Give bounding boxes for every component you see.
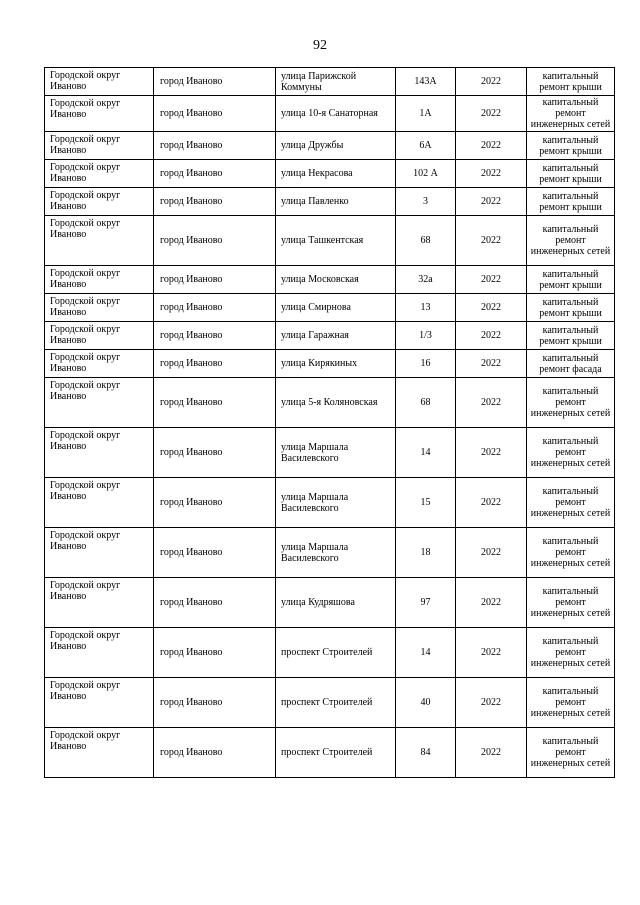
year-cell: 2022: [456, 68, 527, 96]
municipality-cell: Городской округ Иваново: [45, 216, 154, 266]
year-cell: 2022: [456, 266, 527, 294]
year-cell: 2022: [456, 478, 527, 528]
year-cell: 2022: [456, 160, 527, 188]
year-cell: 2022: [456, 628, 527, 678]
settlement-cell: город Иваново: [154, 96, 276, 132]
settlement-cell: город Иваново: [154, 294, 276, 322]
house-number-cell: 102 А: [396, 160, 456, 188]
table-row: [45, 322, 615, 350]
work-type-cell: капитальный ремонт крыши: [527, 322, 615, 350]
year-cell: 2022: [456, 350, 527, 378]
house-number-cell: 68: [396, 378, 456, 428]
settlement-cell: город Иваново: [154, 728, 276, 778]
work-type-cell: капитальный ремонт инженерных сетей: [527, 678, 615, 728]
street-cell: улица Павленко: [276, 188, 396, 216]
municipality-cell: Городской округ Иваново: [45, 322, 154, 350]
street-cell: улица Кирякиных: [276, 350, 396, 378]
street-cell: улица Маршала Василевского: [276, 528, 396, 578]
house-number-cell: 16: [396, 350, 456, 378]
municipality-cell: Городской округ Иваново: [45, 628, 154, 678]
table-row: [45, 132, 615, 160]
municipality-cell: Городской округ Иваново: [45, 160, 154, 188]
settlement-cell: город Иваново: [154, 266, 276, 294]
year-cell: 2022: [456, 96, 527, 132]
municipality-cell: Городской округ Иваново: [45, 294, 154, 322]
house-number-cell: 14: [396, 628, 456, 678]
year-cell: 2022: [456, 216, 527, 266]
house-number-cell: 18: [396, 528, 456, 578]
work-type-cell: капитальный ремонт инженерных сетей: [527, 378, 615, 428]
settlement-cell: город Иваново: [154, 160, 276, 188]
settlement-cell: город Иваново: [154, 216, 276, 266]
table-row: [45, 96, 615, 132]
street-cell: улица Ташкентская: [276, 216, 396, 266]
municipality-cell: Городской округ Иваново: [45, 188, 154, 216]
house-number-cell: 40: [396, 678, 456, 728]
table-row: [45, 728, 615, 778]
table-row: [45, 578, 615, 628]
house-number-cell: 3: [396, 188, 456, 216]
street-cell: улица Маршала Василевского: [276, 478, 396, 528]
house-number-cell: 143А: [396, 68, 456, 96]
settlement-cell: город Иваново: [154, 378, 276, 428]
settlement-cell: город Иваново: [154, 428, 276, 478]
street-cell: улица Дружбы: [276, 132, 396, 160]
year-cell: 2022: [456, 294, 527, 322]
house-number-cell: 14: [396, 428, 456, 478]
street-cell: улица 10-я Санаторная: [276, 96, 396, 132]
table-row: [45, 478, 615, 528]
work-type-cell: капитальный ремонт крыши: [527, 132, 615, 160]
street-cell: улица 5-я Коляновская: [276, 378, 396, 428]
year-cell: 2022: [456, 678, 527, 728]
municipality-cell: Городской округ Иваново: [45, 132, 154, 160]
repair-table: [44, 67, 615, 778]
work-type-cell: капитальный ремонт инженерных сетей: [527, 578, 615, 628]
work-type-cell: капитальный ремонт крыши: [527, 188, 615, 216]
street-cell: улица Московская: [276, 266, 396, 294]
table-row: [45, 628, 615, 678]
work-type-cell: капитальный ремонт крыши: [527, 160, 615, 188]
table-row: [45, 294, 615, 322]
year-cell: 2022: [456, 528, 527, 578]
work-type-cell: капитальный ремонт инженерных сетей: [527, 428, 615, 478]
street-cell: улица Гаражная: [276, 322, 396, 350]
table-row: [45, 216, 615, 266]
house-number-cell: 68: [396, 216, 456, 266]
municipality-cell: Городской округ Иваново: [45, 528, 154, 578]
house-number-cell: 1/3: [396, 322, 456, 350]
settlement-cell: город Иваново: [154, 350, 276, 378]
settlement-cell: город Иваново: [154, 322, 276, 350]
work-type-cell: капитальный ремонт фасада: [527, 350, 615, 378]
year-cell: 2022: [456, 322, 527, 350]
settlement-cell: город Иваново: [154, 528, 276, 578]
work-type-cell: капитальный ремонт инженерных сетей: [527, 478, 615, 528]
house-number-cell: 15: [396, 478, 456, 528]
settlement-cell: город Иваново: [154, 68, 276, 96]
work-type-cell: капитальный ремонт инженерных сетей: [527, 96, 615, 132]
municipality-cell: Городской округ Иваново: [45, 68, 154, 96]
street-cell: проспект Строителей: [276, 678, 396, 728]
municipality-cell: Городской округ Иваново: [45, 350, 154, 378]
street-cell: проспект Строителей: [276, 728, 396, 778]
year-cell: 2022: [456, 728, 527, 778]
table-row: [45, 428, 615, 478]
year-cell: 2022: [456, 132, 527, 160]
settlement-cell: город Иваново: [154, 678, 276, 728]
settlement-cell: город Иваново: [154, 478, 276, 528]
work-type-cell: капитальный ремонт крыши: [527, 266, 615, 294]
settlement-cell: город Иваново: [154, 188, 276, 216]
work-type-cell: капитальный ремонт крыши: [527, 294, 615, 322]
work-type-cell: капитальный ремонт крыши: [527, 68, 615, 96]
work-type-cell: капитальный ремонт инженерных сетей: [527, 216, 615, 266]
municipality-cell: Городской округ Иваново: [45, 428, 154, 478]
year-cell: 2022: [456, 578, 527, 628]
house-number-cell: 1А: [396, 96, 456, 132]
table-row: [45, 528, 615, 578]
house-number-cell: 97: [396, 578, 456, 628]
settlement-cell: город Иваново: [154, 628, 276, 678]
house-number-cell: 13: [396, 294, 456, 322]
municipality-cell: Городской округ Иваново: [45, 678, 154, 728]
street-cell: улица Маршала Василевского: [276, 428, 396, 478]
table-row: [45, 378, 615, 428]
house-number-cell: 6А: [396, 132, 456, 160]
settlement-cell: город Иваново: [154, 132, 276, 160]
work-type-cell: капитальный ремонт инженерных сетей: [527, 528, 615, 578]
settlement-cell: город Иваново: [154, 578, 276, 628]
work-type-cell: капитальный ремонт инженерных сетей: [527, 628, 615, 678]
year-cell: 2022: [456, 428, 527, 478]
table-row: [45, 350, 615, 378]
page-number: 92: [313, 38, 327, 53]
municipality-cell: Городской округ Иваново: [45, 96, 154, 132]
year-cell: 2022: [456, 188, 527, 216]
table-row: [45, 68, 615, 96]
street-cell: улица Кудряшова: [276, 578, 396, 628]
street-cell: проспект Строителей: [276, 628, 396, 678]
municipality-cell: Городской округ Иваново: [45, 728, 154, 778]
municipality-cell: Городской округ Иваново: [45, 378, 154, 428]
table-row: [45, 678, 615, 728]
work-type-cell: капитальный ремонт инженерных сетей: [527, 728, 615, 778]
municipality-cell: Городской округ Иваново: [45, 478, 154, 528]
table-row: [45, 160, 615, 188]
table-row: [45, 266, 615, 294]
house-number-cell: 32а: [396, 266, 456, 294]
municipality-cell: Городской округ Иваново: [45, 578, 154, 628]
municipality-cell: Городской округ Иваново: [45, 266, 154, 294]
table-row: [45, 188, 615, 216]
street-cell: улица Парижской Коммуны: [276, 68, 396, 96]
repair-table-body: [45, 68, 615, 778]
street-cell: улица Смирнова: [276, 294, 396, 322]
year-cell: 2022: [456, 378, 527, 428]
house-number-cell: 84: [396, 728, 456, 778]
street-cell: улица Некрасова: [276, 160, 396, 188]
